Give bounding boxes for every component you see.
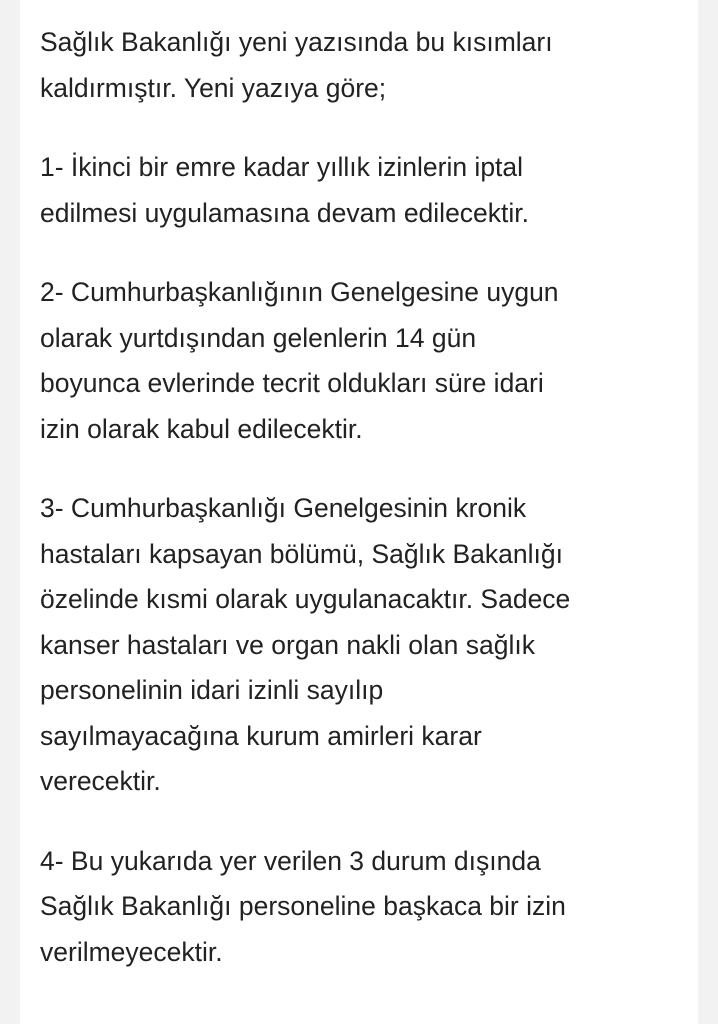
text-line: personelinin idari izinli sayılıp bbox=[40, 675, 384, 705]
article-body bbox=[40, 20, 680, 1009]
text-line: sayılmayacağına kurum amirleri karar bbox=[40, 720, 482, 751]
paragraph-intro bbox=[40, 20, 680, 111]
text-line: hastaları kapsayan bölümü, Sağlık Bakanlığı bbox=[40, 538, 563, 569]
text-line: kaldırmıştır. Yeni yazıya göre; bbox=[40, 72, 387, 103]
text-line: kanser hastaları ve organ nakli olan sağlık bbox=[40, 629, 535, 660]
text-line: verilmeyecektir. bbox=[40, 936, 223, 967]
text-line: 2- Cumhurbaşkanlığının Genelgesine uygun bbox=[40, 277, 559, 307]
text-line: 4- Bu yukarıda yer verilen 3 durum dışında bbox=[40, 845, 541, 876]
text-line: 3- Cumhurbaşkanlığı Genelgesinin kronik bbox=[40, 493, 527, 523]
text-line: Sağlık Bakanlığı personeline başkaca bir izin bbox=[40, 891, 566, 921]
text-line: Sağlık Bakanlığı yeni yazısında bu kısımları bbox=[40, 27, 553, 57]
paragraph-item-2 bbox=[40, 270, 680, 452]
document-page bbox=[20, 0, 698, 1024]
text-line: özelinde kısmi olarak uygulanacaktır. Sadece bbox=[40, 584, 571, 614]
text-line: 1- İkinci bir emre kadar yıllık izinlerin iptal bbox=[40, 152, 524, 182]
paragraph-item-3 bbox=[40, 486, 680, 805]
paragraph-item-1 bbox=[40, 145, 680, 236]
paragraph-item-4 bbox=[40, 839, 680, 976]
text-line: edilmesi uygulamasına devam edilecektir. bbox=[40, 197, 530, 228]
text-line: verecektir. bbox=[40, 766, 161, 796]
text-line: izin olarak kabul edilecektir. bbox=[40, 413, 363, 444]
text-line: boyunca evlerinde tecrit oldukları süre idari bbox=[40, 368, 544, 398]
text-line: olarak yurtdışından gelenlerin 14 gün bbox=[40, 322, 477, 353]
